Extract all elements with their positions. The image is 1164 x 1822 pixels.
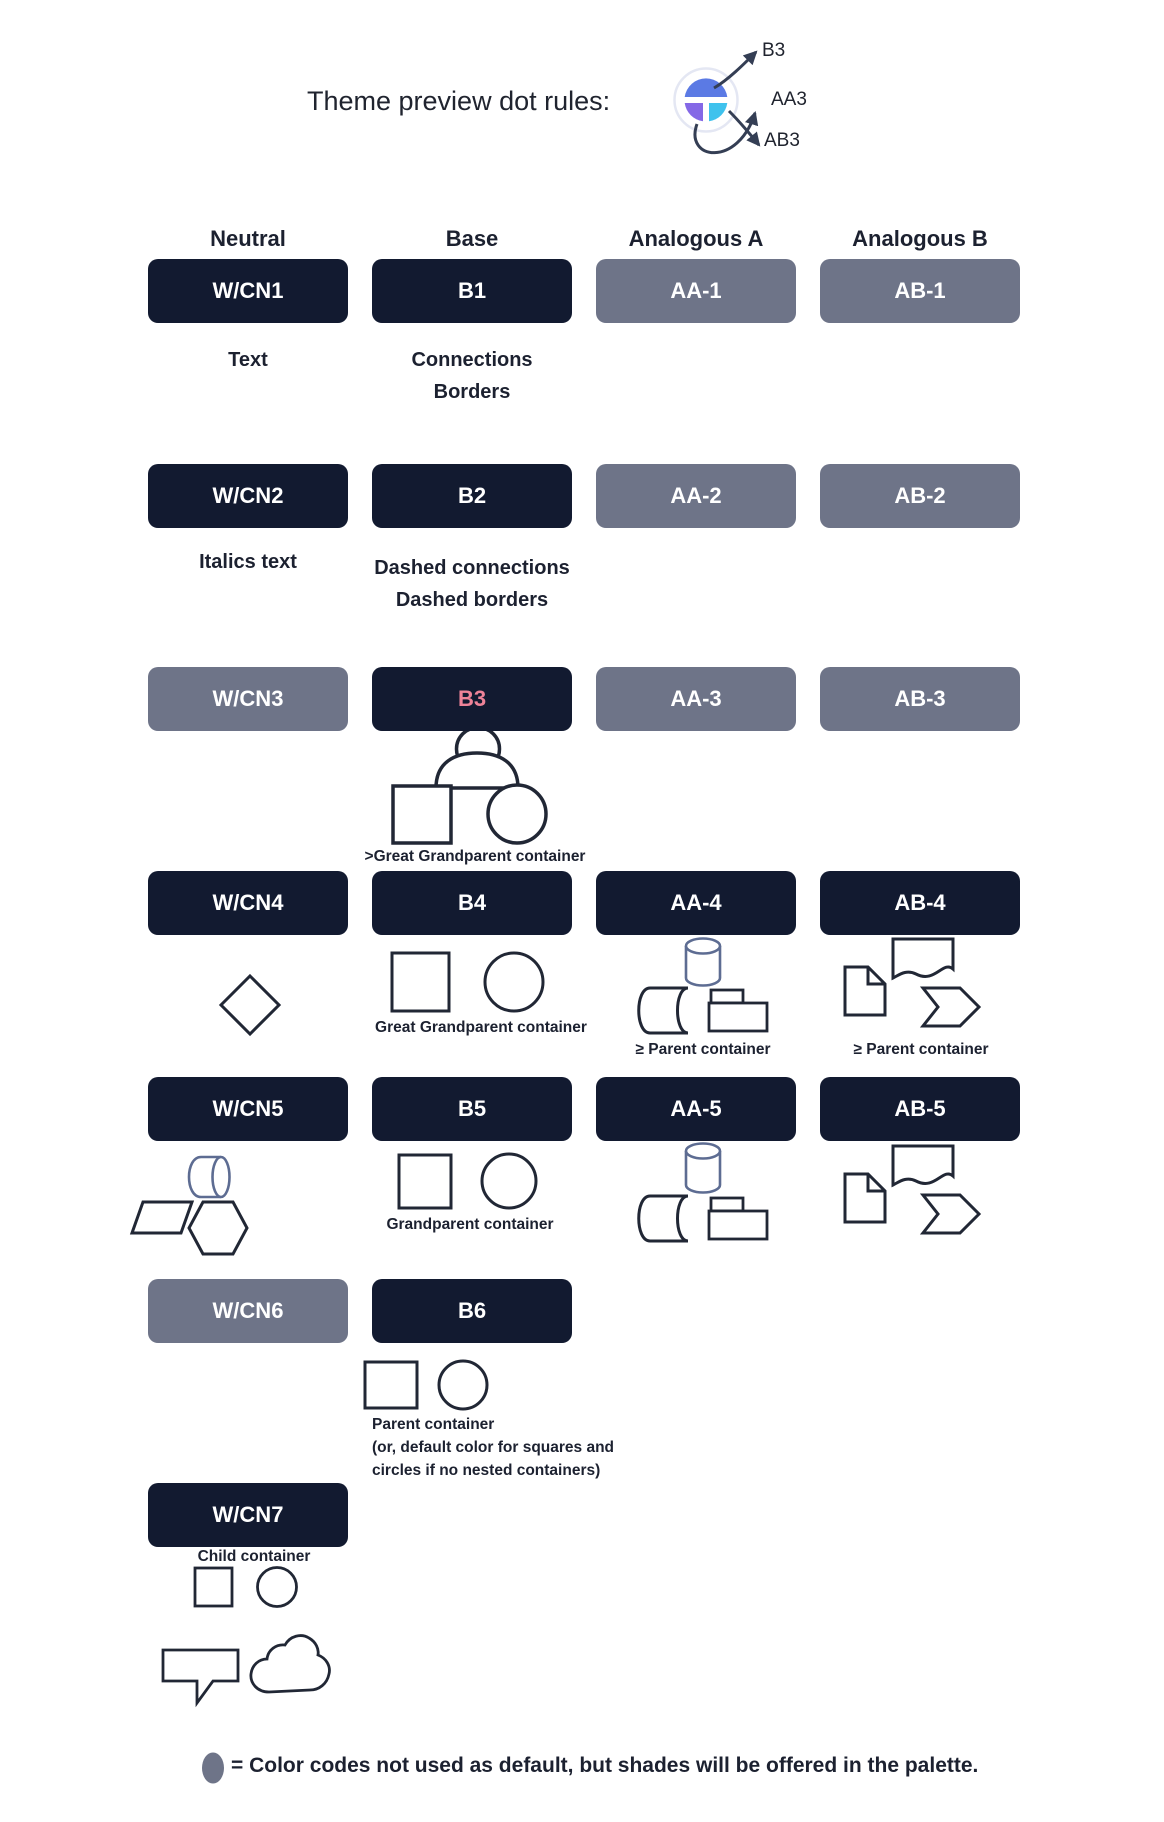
square-shape bbox=[392, 953, 449, 1011]
chip-label: AA-3 bbox=[670, 686, 722, 711]
note-text: Text bbox=[228, 349, 268, 371]
cloud-shape bbox=[251, 1636, 330, 1692]
b5-shape-group bbox=[399, 1154, 536, 1208]
chip-label: AB-3 bbox=[894, 686, 946, 711]
chip-b3 bbox=[372, 667, 572, 731]
label-b3-shapes: >Great Grandparent container bbox=[364, 848, 586, 865]
chip-aa4 bbox=[596, 871, 796, 935]
column-header-neutral: Neutral bbox=[210, 226, 286, 251]
circle-shape bbox=[439, 1361, 487, 1409]
card-tab-shape bbox=[711, 1198, 743, 1211]
stored-data-shape bbox=[639, 988, 688, 1033]
b4-shape-group bbox=[392, 953, 543, 1011]
chip-label: AA-5 bbox=[670, 1096, 722, 1121]
chip-label: B4 bbox=[457, 890, 487, 915]
note-line: Dashed borders bbox=[395, 589, 549, 611]
circle-shape bbox=[482, 1154, 536, 1208]
cylinder-top-icon bbox=[686, 1144, 720, 1159]
b3-shape-group bbox=[393, 728, 546, 844]
chip-label: AA-4 bbox=[670, 890, 722, 915]
label-b4-shapes: Great Grandparent container bbox=[375, 1019, 587, 1036]
wavy-document-shape bbox=[893, 1146, 953, 1185]
column-header-analogous-b: Analogous B bbox=[852, 226, 988, 251]
chevron-arrow-shape bbox=[923, 988, 979, 1026]
b6-shape-group bbox=[365, 1361, 487, 1409]
chip-label: B1 bbox=[457, 278, 487, 303]
chip-label: AB-5 bbox=[894, 1096, 946, 1121]
chip-wcn5 bbox=[148, 1077, 348, 1141]
chip-label: W/CN4 bbox=[212, 890, 284, 915]
square-shape bbox=[399, 1155, 451, 1208]
chip-ab5 bbox=[820, 1077, 1020, 1141]
chip-label: AB-2 bbox=[894, 483, 946, 508]
chip-ab4 bbox=[820, 871, 1020, 935]
parallelogram-shape bbox=[132, 1202, 192, 1233]
note-line: Connections bbox=[411, 349, 533, 371]
wavy-document-shape bbox=[893, 939, 953, 978]
chip-wcn4 bbox=[148, 871, 348, 935]
column-header-analogous-a: Analogous A bbox=[628, 226, 764, 251]
chip-label: W/CN7 bbox=[212, 1502, 284, 1527]
chip-wcn2 bbox=[148, 464, 348, 528]
circle-shape bbox=[258, 1568, 297, 1607]
label-b6-shapes bbox=[372, 1413, 752, 1482]
label-line: circles if no nested containers) bbox=[372, 1462, 601, 1479]
note-italics-text: Italics text bbox=[199, 551, 297, 573]
chip-label: AA-2 bbox=[670, 483, 722, 508]
dot-label-ab3: AB3 bbox=[764, 130, 800, 151]
square-shape bbox=[195, 1568, 232, 1606]
label-line: (or, default color for squares and bbox=[372, 1439, 615, 1456]
card-shape bbox=[709, 1003, 767, 1031]
chip-aa5 bbox=[596, 1077, 796, 1141]
chip-label: B6 bbox=[457, 1298, 487, 1323]
chip-label: AB-1 bbox=[894, 278, 946, 303]
speech-bubble-shape bbox=[163, 1650, 238, 1703]
chip-ab2 bbox=[820, 464, 1020, 528]
column-header-base: Base bbox=[445, 226, 499, 251]
square-shape bbox=[393, 786, 451, 843]
wcn7-shape-group bbox=[163, 1568, 329, 1704]
note-connections-borders bbox=[372, 344, 572, 408]
circle-shape bbox=[488, 785, 546, 843]
chip-label: W/CN6 bbox=[212, 1298, 284, 1323]
stored-data-shape bbox=[639, 1196, 688, 1241]
ab4-shape-group bbox=[845, 939, 979, 1026]
note-line: Borders bbox=[433, 381, 511, 403]
chip-aa3 bbox=[596, 667, 796, 731]
card-tab-shape bbox=[711, 990, 743, 1003]
hexagon-shape bbox=[189, 1202, 247, 1254]
chip-wcn1 bbox=[148, 259, 348, 323]
legend-text: = Color codes not used as default, but shades will be offered in the palette. bbox=[231, 1754, 979, 1777]
chip-b5 bbox=[372, 1077, 572, 1141]
ab5-shape-group bbox=[845, 1146, 979, 1233]
circle-shape bbox=[485, 953, 543, 1011]
square-shape bbox=[365, 1362, 417, 1408]
chip-label: B2 bbox=[457, 483, 487, 508]
chip-label: B3 bbox=[457, 686, 487, 711]
label-aa4-shapes: ≥ Parent container bbox=[635, 1041, 771, 1058]
page-title: Theme preview dot rules: bbox=[307, 86, 611, 116]
chip-wcn6 bbox=[148, 1279, 348, 1343]
chip-label: W/CN5 bbox=[212, 1096, 284, 1121]
diamond-shape bbox=[221, 976, 279, 1034]
card-shape bbox=[709, 1211, 767, 1239]
chip-label: W/CN3 bbox=[212, 686, 284, 711]
label-b5-shapes: Grandparent container bbox=[386, 1216, 554, 1233]
chip-b6 bbox=[372, 1279, 572, 1343]
label-line: Parent container bbox=[372, 1416, 495, 1433]
dot-label-b3: B3 bbox=[762, 40, 786, 61]
chip-label: AB-4 bbox=[894, 890, 946, 915]
aa4-shape-group bbox=[639, 939, 767, 1034]
theme-preview-dot-icon bbox=[675, 52, 760, 153]
chip-b4 bbox=[372, 871, 572, 935]
chip-aa2 bbox=[596, 464, 796, 528]
chip-wcn7 bbox=[148, 1483, 348, 1547]
chip-aa1 bbox=[596, 259, 796, 323]
arrow-to-b3 bbox=[714, 52, 756, 88]
document-shape bbox=[845, 967, 885, 1015]
chip-ab3 bbox=[820, 667, 1020, 731]
chevron-arrow-shape bbox=[923, 1195, 979, 1233]
label-wcn7-shapes: Child container bbox=[197, 1548, 311, 1565]
chip-wcn3 bbox=[148, 667, 348, 731]
chip-label: W/CN2 bbox=[212, 483, 284, 508]
chip-b1 bbox=[372, 259, 572, 323]
note-dashed bbox=[342, 552, 602, 616]
chip-ab1 bbox=[820, 259, 1020, 323]
label-ab4-shapes: ≥ Parent container bbox=[853, 1041, 989, 1058]
wcn5-shape-group bbox=[132, 1157, 247, 1254]
chip-b2 bbox=[372, 464, 572, 528]
chip-label: B5 bbox=[457, 1096, 487, 1121]
document-shape bbox=[845, 1174, 885, 1222]
legend-dot-icon bbox=[202, 1753, 224, 1784]
person-body-icon bbox=[436, 753, 518, 788]
cylinder-top-icon bbox=[686, 939, 720, 954]
note-line: Dashed connections bbox=[374, 557, 570, 579]
chip-label: W/CN1 bbox=[212, 278, 284, 303]
aa5-shape-group bbox=[639, 1144, 767, 1242]
dot-label-aa3: AA3 bbox=[771, 89, 807, 110]
horizontal-cylinder-end-icon bbox=[213, 1157, 230, 1197]
chip-label: AA-1 bbox=[670, 278, 722, 303]
